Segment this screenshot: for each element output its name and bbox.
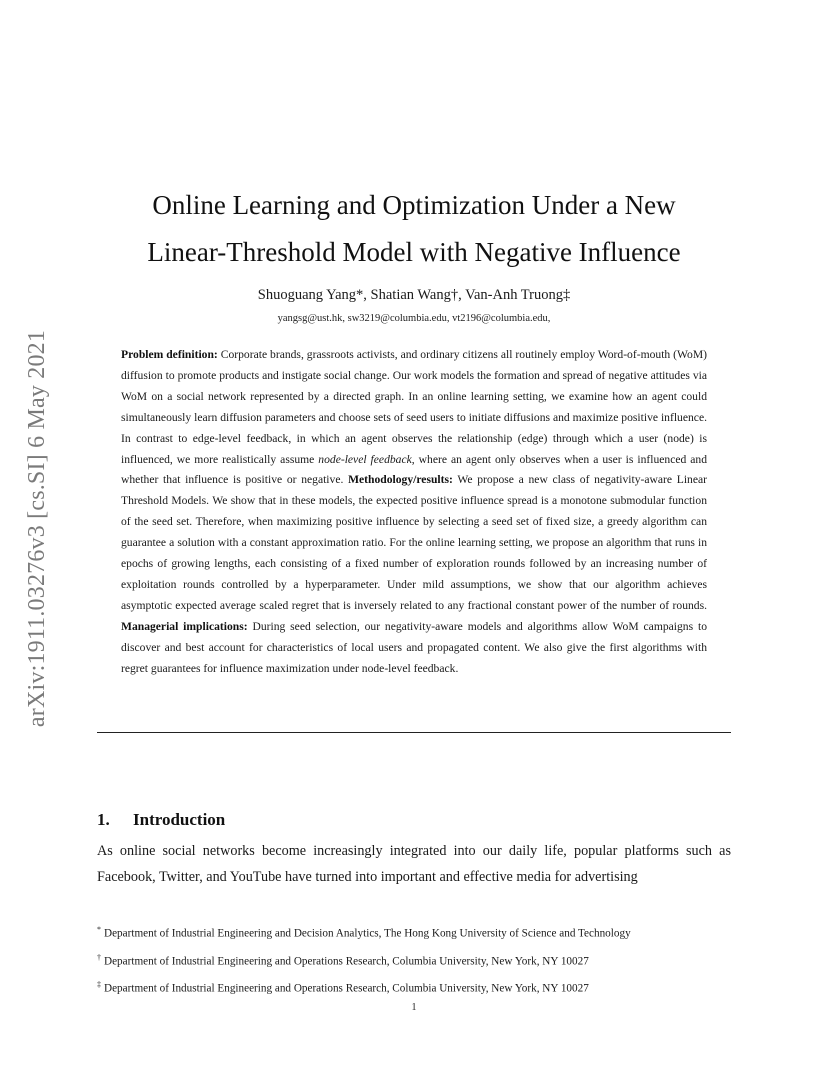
author-list: Shuoguang Yang*, Shatian Wang†, Van-Anh Truong‡ bbox=[257, 287, 571, 303]
footnote-affiliation-3 bbox=[97, 973, 737, 1001]
paper-title bbox=[96, 182, 732, 276]
abstract bbox=[121, 345, 707, 680]
abstract-managerial-label: Managerial implications: bbox=[121, 619, 248, 633]
page-number: 1 bbox=[411, 1002, 417, 1013]
footnotes bbox=[97, 918, 737, 1001]
abstract-problem-label: Problem definition: bbox=[121, 348, 218, 361]
abstract-problem-text-1: Corporate brands, grassroots activists, and ordinary citizens all routinely employ Word-of-mouth (WoM) diffusion to promote products and instigate social change. Our work models the formation and spread of negative attitudes via WoM on a social network represented by a directed graph. In an online learning setting, we examine how an agent could simultaneously learn diffusion parameters and choose sets of seed users to initiate diffusions and maximize positive influence. In contrast to edge-level feedback, in which an agent observes the relationship (edge) through which a user (node) is influenced, we more realistically assume bbox=[121, 348, 707, 466]
footnote-mark-3: ‡ bbox=[97, 980, 101, 990]
abstract-managerial-text: During seed selection, our negativity-aware models and algorithms allow WoM campaigns to discover and best account for characteristics of local users and propagated content. We also give the first algorithms with regret guarantees for influence maximization under node-level feedback. bbox=[121, 619, 707, 675]
section-heading-introduction bbox=[97, 810, 225, 830]
abstract-divider bbox=[97, 732, 731, 733]
footnote-affiliation-2 bbox=[97, 946, 737, 974]
footnote-text-2: Department of Industrial Engineering and Operations Research, Columbia University, New York, NY 10027 bbox=[104, 955, 589, 968]
abstract-problem-text-2: , where an agent only observes when a user is influenced and whether that influence is positive or negative. bbox=[121, 452, 708, 487]
introduction-paragraph: As online social networks become increasingly integrated into our daily life, popular platforms such as Facebook, Twitter, and YouTube have turned into important and effective media for advertising bbox=[97, 843, 731, 885]
footnote-text-3: Department of Industrial Engineering and Operations Research, Columbia University, New York, NY 10027 bbox=[104, 983, 589, 996]
footnote-mark-2: † bbox=[97, 952, 101, 962]
footnote-text-1: Department of Industrial Engineering and Decision Analytics, The Hong Kong University of Science and Technology bbox=[104, 927, 631, 940]
paper-title-line-1: Online Learning and Optimization Under a New bbox=[152, 190, 676, 220]
arxiv-identifier-text: arXiv:1911.03276v3 [cs.SI] 6 May 2021 bbox=[24, 329, 51, 727]
footnote-affiliation-1 bbox=[97, 918, 737, 946]
paper-title-line-2: Linear-Threshold Model with Negative Influence bbox=[147, 237, 681, 267]
section-number: 1. bbox=[97, 810, 110, 829]
abstract-method-label: Methodology/results: bbox=[348, 473, 453, 487]
footnote-mark-1: * bbox=[97, 925, 101, 934]
abstract-problem-italic: node-level feedback bbox=[318, 452, 412, 466]
abstract-method-text: We propose a new class of negativity-aware Linear Threshold Models. We show that in these models, the expected positive influence spread is a monotone submodular function of the seed set. Therefore, when maximizing positive influence by selecting a seed set of fixed size, a greedy algorithm can guarantee a solution with a constant approximation ratio. For the online learning setting, we propose an algorithm that runs in epochs of growing lengths, each consisting of a fixed number of exploration rounds followed by an increasing number of exploitation rounds controlled by a hyperparameter. Under mild assumptions, we show that our algorithm achieves asymptotic expected average scaled regret that is inversely related to any fractional constant power of the number of rounds. bbox=[121, 473, 707, 612]
author-emails: yangsg@ust.hk, sw3219@columbia.edu, vt2196@columbia.edu, bbox=[277, 313, 551, 324]
section-title: Introduction bbox=[133, 810, 226, 829]
arxiv-identifier-stamp bbox=[14, 298, 62, 758]
